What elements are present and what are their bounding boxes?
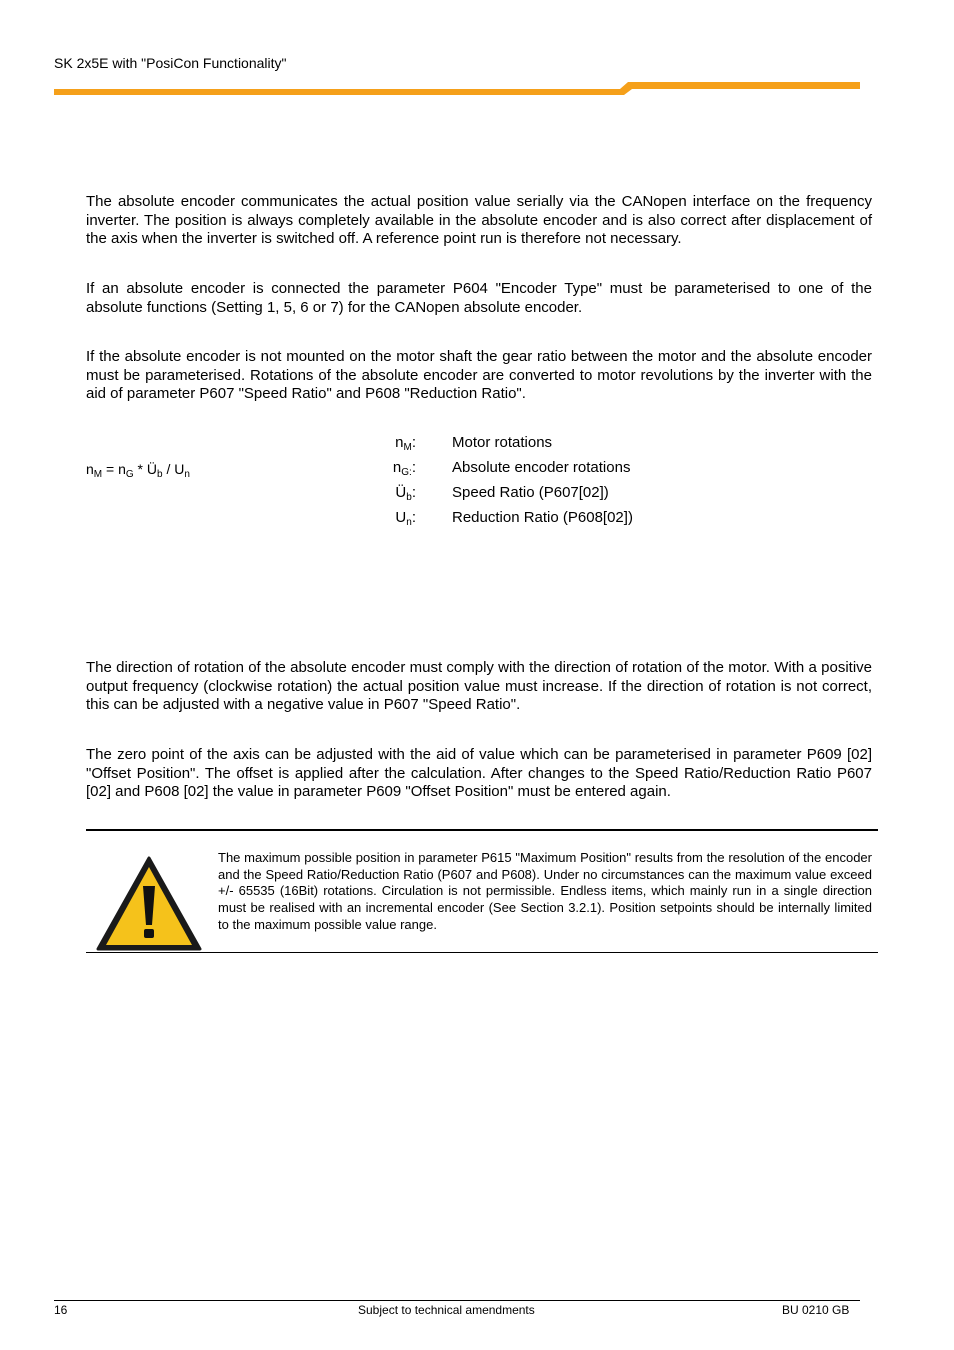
legend-description: Absolute encoder rotations — [452, 459, 631, 476]
legend-description: Reduction Ratio (P608[02]) — [452, 509, 633, 526]
legend-symbol: $n_{G:}$: — [392, 459, 416, 478]
footer-disclaimer: Subject to technical amendments — [358, 1303, 535, 1317]
ratio-formula: $n_M = n_G$ * $Ü_b / U_n$ — [86, 461, 190, 480]
paragraph-zero-point: The zero point of the axis can be adjusted with the aid of value which can be parameterised in parameter P609 [02] "Offset Position". The offset is applied after the calculation. After changes to the Speed Ratio/Reduction Ratio P607 [02] and P608 [02] the value in parameter P609 "Offset Position" must be entered again. — [86, 746, 872, 800]
footer-rule — [54, 1300, 860, 1301]
legend-symbol: $n_M$: — [395, 434, 416, 453]
legend-description: Motor rotations — [452, 434, 553, 451]
header-accent-bar — [54, 80, 860, 98]
legend-row-encoder-rotations — [300, 459, 700, 484]
legend-symbol: $Ü_b$: — [395, 484, 416, 503]
warning-triangle-icon — [96, 856, 202, 951]
header-title: SK 2x5E with "PosiCon Functionality" — [54, 55, 287, 71]
footer-page-number: 16 — [54, 1303, 68, 1317]
warning-note-text: The maximum possible position in parameter P615 "Maximum Position" results from the resolution of the encoder and the Speed Ratio/Reduction Ratio (P607 and P608). Under no circumstances can the maximum value exceed +/- 65535 (16Bit) rotations. Circulation is not permissible. Endless items, which mainly run in a single direction must be realised with an incremental encoder (See Section 3.2.1). Position setpoints should be internally limited to the maximum possible value range. — [218, 850, 872, 932]
paragraph-direction: The direction of rotation of the absolute encoder must comply with the direction of rotation of the motor. With a positive output frequency (clockwise rotation) the actual position value must increase. If the direction of rotation is not correct, this can be adjusted with a negative value in P607 "Speed Ratio". — [86, 659, 872, 713]
legend-symbol: $U_n$: — [395, 509, 416, 528]
footer-document-id: BU 0210 GB — [782, 1303, 850, 1317]
legend-description: Speed Ratio (P607[02]) — [452, 484, 609, 501]
paragraph-gear-ratio: If the absolute encoder is not mounted on the motor shaft the gear ratio between the motor and the absolute encoder must be parameterised. Rotations of the absolute encoder are converted to motor revolutions by the inverter with the aid of parameter P607 "Speed Ratio" and P608 "Reduction Ratio". — [86, 348, 872, 402]
legend-row-reduction-ratio — [300, 509, 700, 534]
formula-legend — [300, 434, 700, 534]
legend-row-motor-rotations — [300, 434, 700, 459]
legend-row-speed-ratio — [300, 484, 700, 509]
paragraph-encoder-type: If an absolute encoder is connected the parameter P604 "Encoder Type" must be parameterised to one of the absolute functions (Setting 1, 5, 6 or 7) for the CANopen absolute encoder. — [86, 280, 872, 316]
paragraph-intro: The absolute encoder communicates the actual position value serially via the CANopen interface on the frequency inverter. The position is always completely available in the absolute encoder and is also correct after displacement of the axis when the inverter is switched off. A reference point run is therefore not necessary. — [86, 193, 872, 247]
warning-top-rule — [86, 829, 878, 831]
warning-bottom-rule — [86, 952, 878, 953]
